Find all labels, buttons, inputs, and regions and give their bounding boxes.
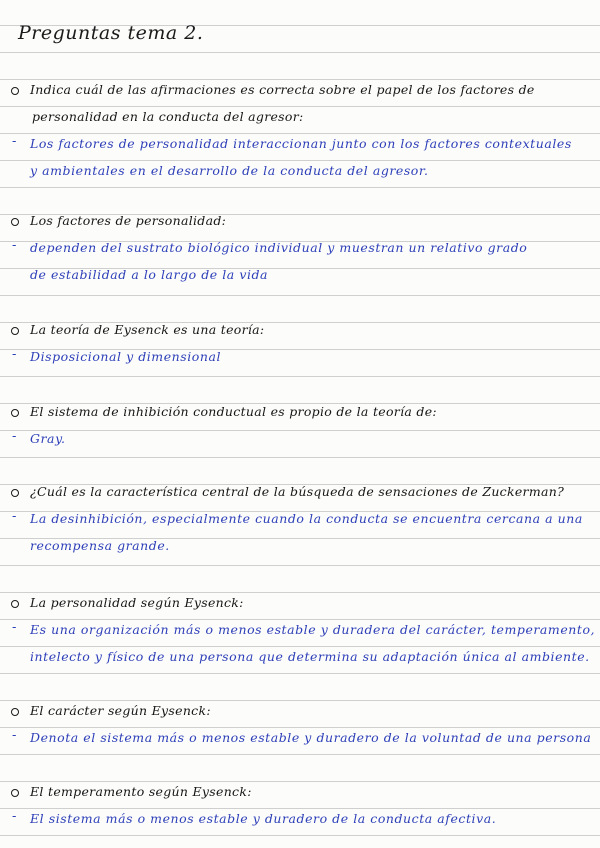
answer-text: Denota el sistema más o menos estable y duradero de la voluntad de una persona: [30, 730, 592, 745]
bullet-circle-icon: [11, 489, 19, 497]
answer-text: Gray.: [30, 431, 66, 446]
question-text: El temperamento según Eysenck:: [30, 784, 252, 799]
bullet-circle-icon: [11, 409, 19, 417]
answer-dash-icon: -: [12, 429, 17, 444]
bullet-circle-icon: [11, 789, 19, 797]
answer-dash-icon: -: [12, 620, 17, 635]
question-text: La teoría de Eysenck es una teoría:: [30, 322, 265, 337]
answer-text: Los factores de personalidad interaccionan junto con los factores contextuales: [30, 136, 572, 151]
bullet-circle-icon: [11, 708, 19, 716]
question-text: El sistema de inhibición conductual es propio de la teoría de:: [30, 404, 437, 419]
question-text: Los factores de personalidad:: [30, 213, 227, 228]
question-text: personalidad en la conducta del agresor:: [32, 109, 304, 124]
question-text: Indica cuál de las afirmaciones es correcta sobre el papel de los factores de: [30, 82, 535, 97]
bullet-circle-icon: [11, 87, 19, 95]
answer-text: recompensa grande.: [30, 538, 170, 553]
answer-text: Disposicional y dimensional: [30, 349, 221, 364]
answer-text: Es una organización más o menos estable y duradera del carácter, temperamento,: [30, 622, 596, 637]
page-title: Preguntas tema 2.: [18, 22, 204, 44]
answer-dash-icon: -: [12, 809, 17, 824]
answer-text: y ambientales en el desarrollo de la conducta del agresor.: [30, 163, 429, 178]
question-text: El carácter según Eysenck:: [30, 703, 211, 718]
answer-text: de estabilidad a lo largo de la vida: [30, 267, 269, 282]
bullet-circle-icon: [11, 327, 19, 335]
answer-dash-icon: -: [12, 238, 17, 253]
answer-dash-icon: -: [12, 347, 17, 362]
answer-dash-icon: -: [12, 509, 17, 524]
answer-text: El sistema más o menos estable y duradero de la conducta afectiva.: [30, 811, 497, 826]
answer-text: dependen del sustrato biológico individual y muestran un relativo grado: [30, 240, 528, 255]
question-text: ¿Cuál es la característica central de la búsqueda de sensaciones de Zuckerman?: [30, 484, 565, 499]
answer-dash-icon: -: [12, 134, 17, 149]
question-text: La personalidad según Eysenck:: [30, 595, 244, 610]
bullet-circle-icon: [11, 218, 19, 226]
answer-text: La desinhibición, especialmente cuando la conducta se encuentra cercana a una: [30, 511, 583, 526]
bullet-circle-icon: [11, 600, 19, 608]
answer-text: intelecto y físico de una persona que determina su adaptación única al ambiente.: [30, 649, 590, 664]
answer-dash-icon: -: [12, 728, 17, 743]
